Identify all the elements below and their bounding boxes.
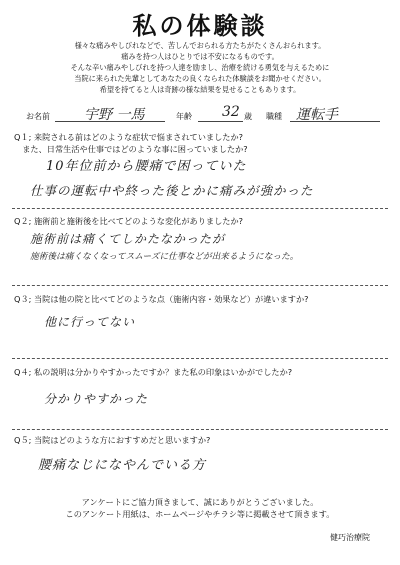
name-label: お名前 [26,112,50,121]
answer-2-line: 施術後は痛くなくなってスムーズに仕事などが出来るようになった。 [30,252,299,262]
answer-2-line: 施術前は痛くてしかたなかったが [30,232,226,246]
question-2-line: Q２; 施術前と施術後を比べてどのような変化がありましたか? [14,216,244,226]
intro-text [0,40,400,95]
intro-line: そんな辛い痛みやしびれを持つ人達を励まし、治療を続ける勇気を与えるために [70,63,330,72]
footer-note [0,496,400,520]
intro-line: 痛みを持つ人はひとりでは不安になるものです。 [121,52,279,61]
answer-3-line: 他に行ってない [44,315,136,329]
job-underline [290,121,380,122]
question-1 [14,131,248,155]
question-2 [14,215,243,227]
divider [12,285,388,286]
intro-line: 希望を持てると人は奇跡の様な結果を見せることもあります。 [99,85,301,94]
question-1-line: また、日常生活や仕事ではどのような事に困っていましたか? [14,144,248,154]
question-4-line: Q４; 私の説明は分かりやすかったですか？また私の印象はいかがでしたか? [14,367,293,377]
question-5 [14,434,210,446]
intro-line: 当院に来られた先輩としてあなたの良くなられた体験談をお聞かせください。 [74,74,326,83]
divider [12,358,388,359]
footer-line: このアンケート用紙は、ホームページやチラシ等に掲載させて頂きます。 [65,509,335,519]
job-value: 運転手 [296,107,338,123]
age-underline [198,121,243,122]
age-unit: 歳 [244,112,252,121]
answer-4-line: 分かりやすかった [44,392,149,406]
page-title: 私の体験談 [132,12,268,40]
question-3 [14,293,309,305]
answer-5-line: 腰痛なじになやんでいる方 [38,458,207,473]
question-3-line: Q３; 当院は他の院と比べてどのような点（施術内容・効果など）が違いますか? [14,294,309,304]
respondent-info-row [26,104,386,126]
job-label: 職種 [266,112,282,121]
answer-1-line: 10年位前から腰痛で困っていた [46,159,247,174]
footer-line: アンケートにご協力頂きまして、誠にありがとうございました。 [81,497,319,507]
age-label: 年齢 [176,112,192,121]
name-underline [55,121,165,122]
answer-1-line: 仕事の運転中や終った後とかに痛みが強かった [30,183,314,198]
question-1-line: Q１; 来院される前はどのような症状で悩まされていましたか? [14,132,244,142]
age-value: 32 [222,104,240,120]
name-value: 宇野 一馬 [84,107,145,123]
clinic-name: 健巧治療院 [330,533,370,542]
divider [12,208,388,209]
divider [12,429,388,430]
question-4 [14,366,292,378]
intro-line: 様々な痛みやしびれなどで、苦しんでおられる方たちがたくさんおられます。 [74,41,326,50]
question-5-line: Q５; 当院はどのような方におすすめだと思いますか? [14,435,211,445]
